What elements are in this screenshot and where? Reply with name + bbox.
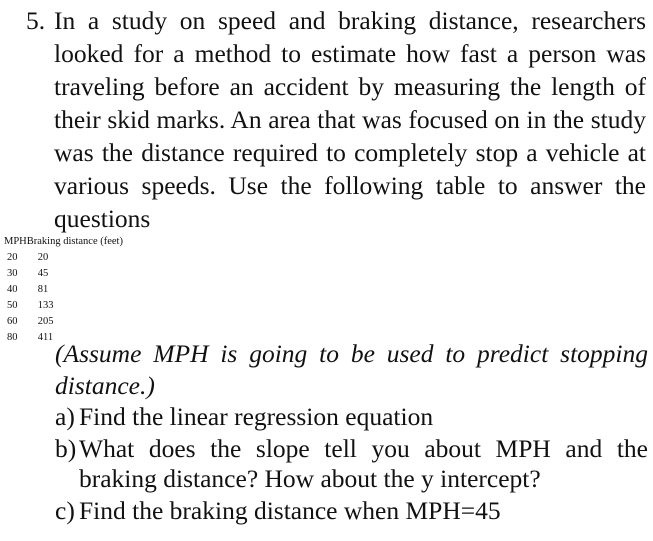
- question-marker: c): [55, 496, 75, 525]
- cell-mph: 20: [7, 252, 18, 263]
- question-text: Find the linear regression equation: [79, 402, 434, 431]
- cell-mph: 60: [7, 316, 18, 327]
- question-list: [55, 402, 648, 528]
- question-text: Find the braking distance when MPH=45: [79, 496, 501, 525]
- cell-distance: 20: [37, 252, 49, 263]
- braking-distance-table: [4, 234, 123, 346]
- question-marker: a): [55, 402, 75, 431]
- table-row: [4, 282, 123, 298]
- question-b: [55, 434, 648, 494]
- question-c: [55, 496, 648, 526]
- cell-distance: 133: [37, 300, 54, 311]
- problem-statement: In a study on speed and braking distance, researchers looked for a method to estimate how fast a person was traveling before an accident by measuring the length of their skid marks. An area that was focused on in the study was the distance required to completely stop a vehicle at various speeds. Use the following table to answer the questions: [54, 6, 646, 233]
- cell-mph: 50: [7, 300, 18, 311]
- assumption-note: (Assume MPH is going to be used to predict stopping distance.): [55, 339, 648, 400]
- question-marker: b): [55, 434, 77, 463]
- table-row: [4, 266, 123, 282]
- problem-number: 5.: [26, 6, 46, 35]
- problem-5: [26, 4, 646, 235]
- cell-distance: 45: [37, 268, 49, 279]
- cell-mph: 80: [7, 332, 18, 343]
- cell-distance: 81: [37, 284, 49, 295]
- cell-distance: 411: [37, 332, 54, 343]
- cell-mph: 40: [7, 284, 18, 295]
- cell-distance: 205: [37, 316, 54, 327]
- table-row: [4, 314, 123, 330]
- table-row: [4, 298, 123, 314]
- cell-mph: 30: [7, 268, 18, 279]
- table-header-row: [4, 234, 123, 250]
- question-a: [55, 402, 648, 432]
- table-row: [4, 250, 123, 266]
- question-text: What does the slope tell you about MPH and the braking distance? How about the y intercept?: [79, 434, 648, 493]
- header-mph: MPH: [4, 236, 27, 247]
- header-braking-distance: Braking distance (feet): [26, 236, 123, 247]
